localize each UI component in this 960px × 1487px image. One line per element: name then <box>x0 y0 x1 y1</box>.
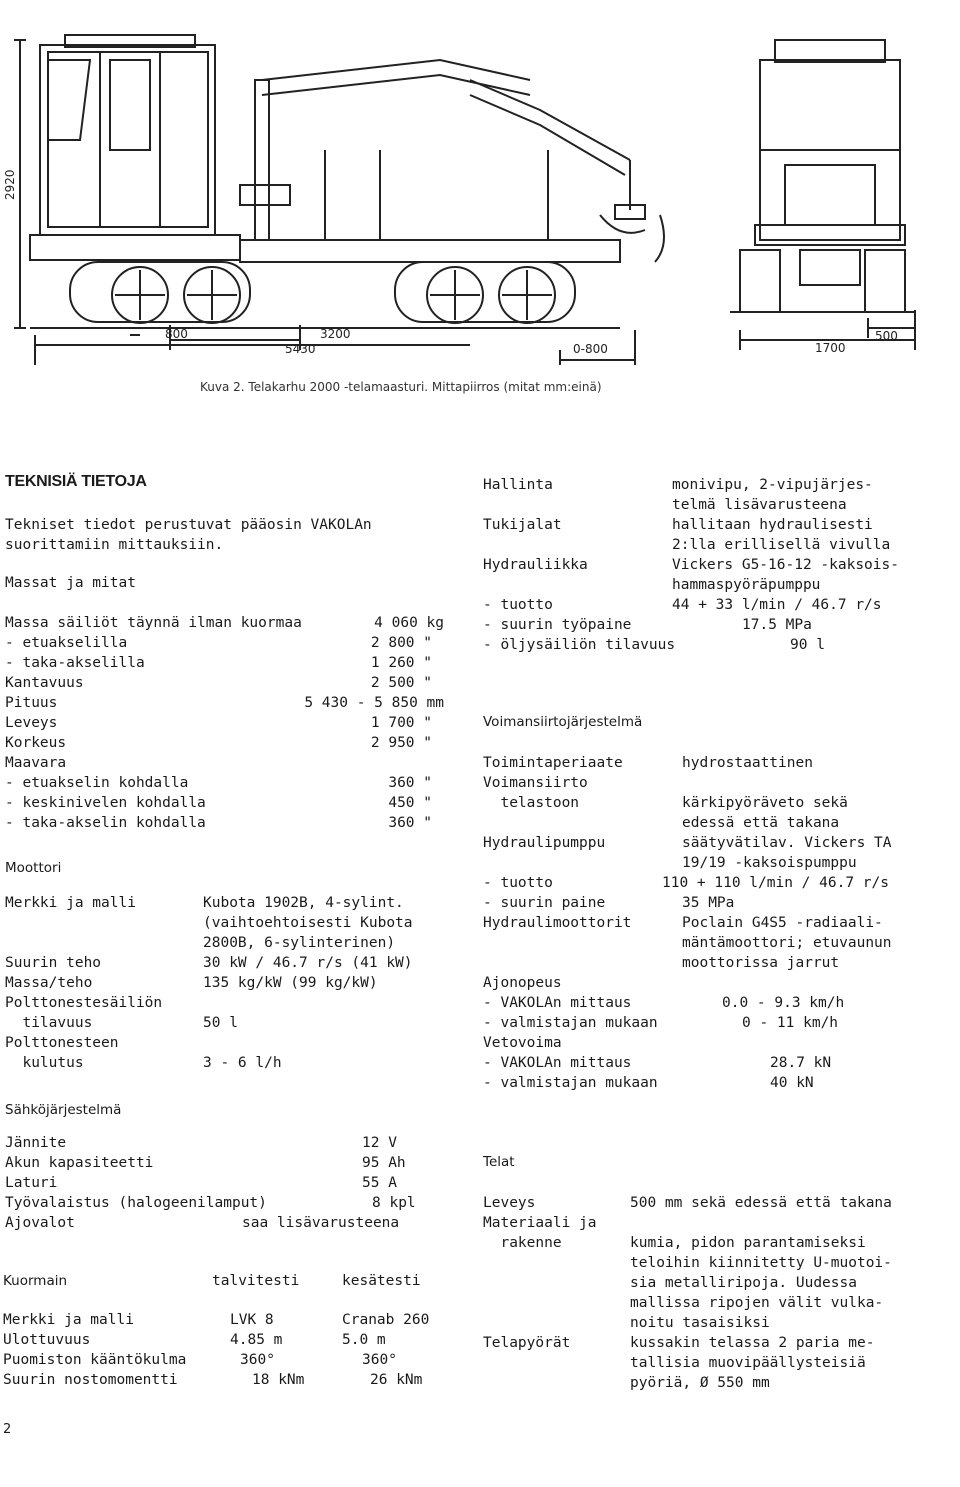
list-item-value: sia metalliripoja. Uudessa <box>630 1275 857 1291</box>
list-item-value: 2800B, 6-sylinterinen) <box>203 935 396 951</box>
technical-drawing <box>0 0 960 375</box>
list-item-label: Maavara <box>5 755 67 771</box>
intro-line-1: Tekniset tiedot perustuvat pääosin VAKOLAn <box>5 517 372 533</box>
list-item-label: Jännite <box>5 1135 67 1151</box>
list-item-label: Telapyörät <box>483 1335 571 1351</box>
dim-800: 800 <box>165 327 188 341</box>
list-item-value: saa lisävarusteena <box>242 1215 400 1231</box>
kuormain-col-kesatesti: kesätesti <box>342 1273 421 1289</box>
list-item-label: Vetovoima <box>483 1035 562 1051</box>
list-item-label: Hallinta <box>483 477 553 493</box>
telat-heading: Telat <box>483 1154 515 1170</box>
list-item-value: 30 kW / 46.7 r/s (41 kW) <box>203 955 413 971</box>
list-item-label: Polttonesteen <box>5 1035 119 1051</box>
dim-5430: 5430 <box>285 342 316 356</box>
list-item-value: kumia, pidon parantamiseksi <box>630 1235 866 1251</box>
list-item-value: 19/19 -kaksoispumppu <box>682 855 857 871</box>
list-item-label: - VAKOLAn mittaus <box>483 995 632 1011</box>
list-item-value: mäntämoottori; etuvaunun <box>682 935 892 951</box>
list-item-label: - etuakselilla <box>5 635 128 651</box>
list-item-label: Merkki ja malli <box>5 895 136 911</box>
table-row-label: Merkki ja malli <box>3 1312 134 1328</box>
list-item-label: Polttonestesäiliön <box>5 995 163 1011</box>
list-item-value: (vaihtoehtoisesti Kubota <box>203 915 413 931</box>
list-item-value: 2 950 " <box>370 735 432 751</box>
list-item-value: kärkipyöräveto sekä <box>682 795 848 811</box>
list-item-label: - valmistajan mukaan <box>483 1015 658 1031</box>
list-item-value: 12 V <box>362 1135 397 1151</box>
list-item-value: 0 - 11 km/h <box>742 1015 839 1031</box>
list-item-label: Leveys <box>5 715 58 731</box>
table-cell: 360° <box>362 1352 397 1368</box>
list-item-label: Työvalaistus (halogeenilamput) <box>5 1195 267 1211</box>
list-item-value: 28.7 kN <box>770 1055 832 1071</box>
dim-1700: 1700 <box>815 341 846 355</box>
list-item-value: tallisia muovipäällysteisiä <box>630 1355 866 1371</box>
section-title: TEKNISIÄ TIETOJA <box>5 473 147 490</box>
list-item-label: - etuakselin kohdalla <box>5 775 189 791</box>
list-item-label: rakenne <box>483 1235 562 1251</box>
table-row-label: Ulottuvuus <box>3 1332 91 1348</box>
intro-line-2: suorittamiin mittauksiin. <box>5 537 224 553</box>
list-item-value: 0.0 - 9.3 km/h <box>722 995 845 1011</box>
list-item-label: - öljysäiliön tilavuus <box>483 637 676 653</box>
list-item-label: Pituus <box>5 695 58 711</box>
list-item-label: Materiaali ja <box>483 1215 597 1231</box>
table-cell: 360° <box>240 1352 275 1368</box>
list-item-label: Korkeus <box>5 735 67 751</box>
list-item-value: 360 " <box>388 775 432 791</box>
table-cell: 26 kNm <box>370 1372 423 1388</box>
figure-caption: Kuva 2. Telakarhu 2000 -telamaasturi. Mittapiirros (mitat mm:einä) <box>200 380 602 394</box>
list-item-value: 8 kpl <box>372 1195 416 1211</box>
list-item-value: edessä että takana <box>682 815 840 831</box>
table-cell: Cranab 260 <box>342 1312 430 1328</box>
list-item-value: 35 MPa <box>682 895 735 911</box>
list-item-value: 500 mm sekä edessä että takana <box>630 1195 892 1211</box>
list-item-value: kussakin telassa 2 paria me- <box>630 1335 875 1351</box>
list-item-label: Laturi <box>5 1175 58 1191</box>
list-item-label: - tuotto <box>483 597 553 613</box>
table-cell: 18 kNm <box>252 1372 305 1388</box>
list-item-label: Ajonopeus <box>483 975 562 991</box>
list-item-value: 2 500 " <box>370 675 432 691</box>
list-item-value: 44 + 33 l/min / 46.7 r/s <box>672 597 882 613</box>
voima-heading: Voimansiirtojärjestelmä <box>483 714 643 730</box>
list-item-label: - VAKOLAn mittaus <box>483 1055 632 1071</box>
list-item-label: Hydraulimoottorit <box>483 915 632 931</box>
list-item-value: hydrostaattinen <box>682 755 813 771</box>
list-item-value: moottorissa jarrut <box>682 955 840 971</box>
list-item-value: 50 l <box>203 1015 238 1031</box>
list-item-label: telastoon <box>483 795 580 811</box>
list-item-label: - taka-akselilla <box>5 655 145 671</box>
moottori-heading: Moottori <box>5 860 62 876</box>
list-item-label: Akun kapasiteetti <box>5 1155 154 1171</box>
list-item-value: 5 430 - 5 850 mm <box>304 695 444 711</box>
kuormain-col-talvitesti: talvitesti <box>212 1273 300 1289</box>
list-item-value: Poclain G4S5 -radiaali- <box>682 915 883 931</box>
list-item-value: teloihin kiinnitetty U-muotoi- <box>630 1255 892 1271</box>
list-item-value: 360 " <box>388 815 432 831</box>
list-item-label: - taka-akselin kohdalla <box>5 815 206 831</box>
table-cell: LVK 8 <box>230 1312 274 1328</box>
list-item-value: 90 l <box>790 637 825 653</box>
list-item-value: 55 A <box>362 1175 397 1191</box>
list-item-value: noitu tasaisiksi <box>630 1315 770 1331</box>
list-item-value: 95 Ah <box>362 1155 406 1171</box>
list-item-label: Suurin teho <box>5 955 102 971</box>
list-item-value: 4 060 kg <box>374 615 444 631</box>
list-item-value: 2 800 " <box>370 635 432 651</box>
list-item-label: Voimansiirto <box>483 775 588 791</box>
table-cell: 5.0 m <box>342 1332 386 1348</box>
table-row-label: Suurin nostomomentti <box>3 1372 178 1388</box>
list-item-label: Hydrauliikka <box>483 557 588 573</box>
dim-0-800: 0-800 <box>573 342 608 356</box>
list-item-value: pyöriä, Ø 550 mm <box>630 1375 770 1391</box>
list-item-value: 110 + 110 l/min / 46.7 r/s <box>662 875 889 891</box>
list-item-label: - valmistajan mukaan <box>483 1075 658 1091</box>
list-item-value: hallitaan hydraulisesti <box>672 517 873 533</box>
list-item-label: Toimintaperiaate <box>483 755 623 771</box>
list-item-label: - tuotto <box>483 875 553 891</box>
list-item-value: Vickers G5-16-12 -kaksois- <box>672 557 899 573</box>
list-item-label: Kantavuus <box>5 675 84 691</box>
list-item-value: 2:lla erillisellä vivulla <box>672 537 891 553</box>
list-item-label: Ajovalot <box>5 1215 75 1231</box>
list-item-value: 17.5 MPa <box>742 617 812 633</box>
list-item-value: 1 700 " <box>370 715 432 731</box>
list-item-value: 450 " <box>388 795 432 811</box>
list-item-label: Massa säiliöt täynnä ilman kuormaa <box>5 615 302 631</box>
list-item-value: 3 - 6 l/h <box>203 1055 282 1071</box>
list-item-value: 40 kN <box>770 1075 814 1091</box>
list-item-value: telmä lisävarusteena <box>672 497 847 513</box>
table-cell: 4.85 m <box>230 1332 283 1348</box>
list-item-label: - suurin paine <box>483 895 606 911</box>
sahko-heading: Sähköjärjestelmä <box>5 1102 122 1118</box>
list-item-label: Massa/teho <box>5 975 93 991</box>
list-item-value: monivipu, 2-vipujärjes- <box>672 477 873 493</box>
list-item-label: Leveys <box>483 1195 536 1211</box>
list-item-value: hammaspyöräpumppu <box>672 577 821 593</box>
list-item-label: kulutus <box>5 1055 84 1071</box>
page-number: 2 <box>3 1422 12 1437</box>
massat-heading: Massat ja mitat <box>5 575 136 591</box>
list-item-label: Hydraulipumppu <box>483 835 606 851</box>
list-item-label: Tukijalat <box>483 517 562 533</box>
list-item-value: Kubota 1902B, 4-sylint. <box>203 895 404 911</box>
dim-3200: 3200 <box>320 327 351 341</box>
dim-height: 2920 <box>3 169 17 200</box>
list-item-value: säätyvätilav. Vickers TA <box>682 835 892 851</box>
list-item-value: 135 kg/kW (99 kg/kW) <box>203 975 378 991</box>
kuormain-heading: Kuormain <box>3 1273 68 1289</box>
list-item-label: tilavuus <box>5 1015 93 1031</box>
list-item-value: 1 260 " <box>370 655 432 671</box>
list-item-label: - keskinivelen kohdalla <box>5 795 206 811</box>
list-item-label: - suurin työpaine <box>483 617 632 633</box>
table-row-label: Puomiston kääntökulma <box>3 1352 187 1368</box>
list-item-value: mallissa ripojen välit vulka- <box>630 1295 884 1311</box>
dim-500: 500 <box>875 329 898 343</box>
